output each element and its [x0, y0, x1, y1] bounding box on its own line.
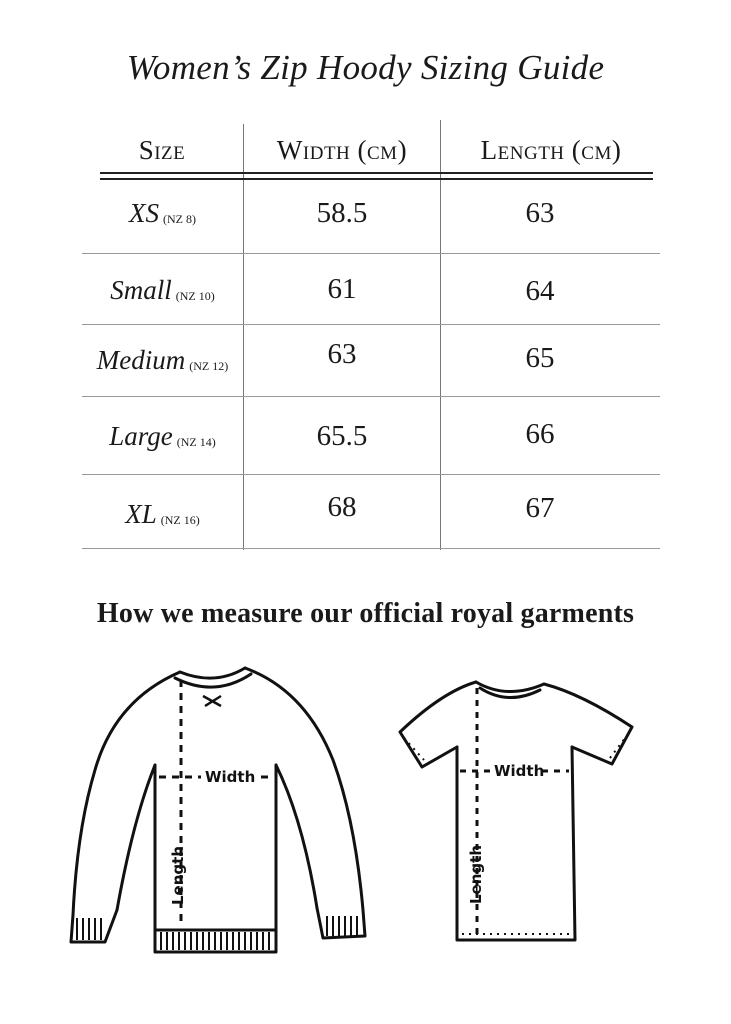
nz-size: (NZ 12) [189, 359, 229, 373]
length-value: 67 [525, 492, 555, 524]
length-label: Length [467, 845, 485, 904]
width-label: Width [494, 762, 545, 780]
tshirt-illustration [392, 672, 642, 947]
nz-size: (NZ 16) [160, 513, 200, 527]
width-label: Width [205, 768, 256, 786]
nz-size: (NZ 8) [163, 212, 196, 226]
sizing-table [82, 120, 662, 550]
size-medium [82, 340, 243, 380]
row-divider [82, 474, 660, 475]
size-label: Small [110, 275, 172, 305]
header-rule [100, 172, 653, 174]
width-value: 63 [327, 338, 357, 370]
size-label: Large [109, 421, 173, 451]
nz-size: (NZ 10) [175, 289, 215, 303]
row-divider [82, 548, 660, 549]
length-value: 65 [525, 342, 555, 374]
header-size: Size [138, 135, 186, 165]
size-small [82, 270, 243, 310]
size-xl [82, 494, 243, 534]
size-xs [82, 193, 243, 233]
header-length: Length (cm) [480, 135, 622, 165]
header-width: Width (cm) [276, 135, 408, 165]
length-value: 64 [525, 275, 555, 307]
length-value: 63 [525, 197, 555, 229]
nz-size: (NZ 14) [176, 435, 216, 449]
width-value: 61 [327, 273, 357, 305]
row-divider [82, 324, 660, 325]
size-label: Medium [96, 345, 186, 375]
length-label: Length [169, 846, 187, 905]
measurement-heading: How we measure our official royal garments [96, 598, 635, 629]
sweater-illustration [55, 660, 385, 960]
header-rule [100, 178, 653, 180]
size-label: XL [125, 499, 157, 529]
page-title: Women’s Zip Hoody Sizing Guide [126, 48, 605, 87]
size-label: XS [129, 198, 159, 228]
width-value: 68 [327, 491, 357, 523]
width-value: 65.5 [316, 420, 368, 452]
row-divider [82, 253, 660, 254]
column-divider [440, 120, 441, 550]
size-large [82, 416, 243, 456]
row-divider [82, 396, 660, 397]
length-value: 66 [525, 418, 555, 450]
width-value: 58.5 [316, 197, 368, 229]
